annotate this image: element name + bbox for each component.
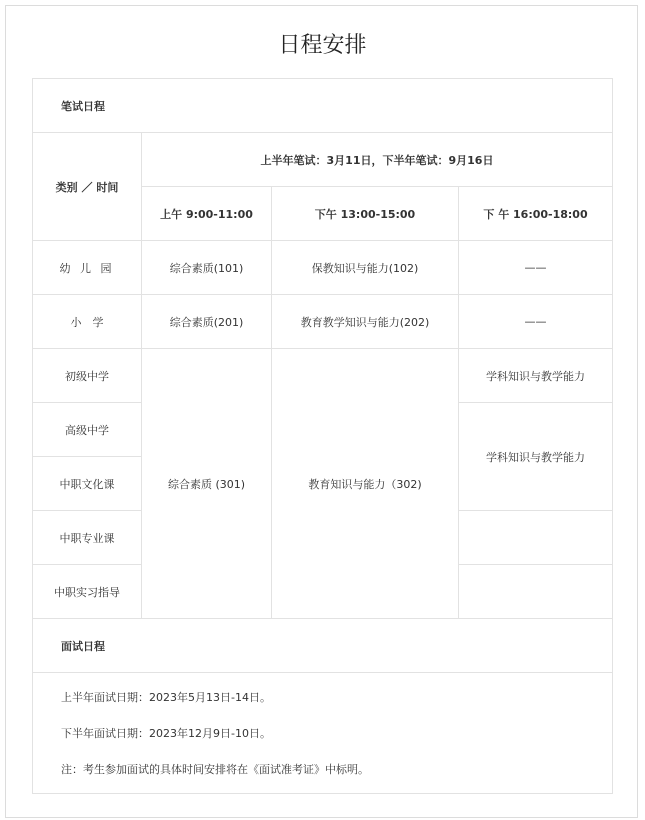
empty-cell (459, 565, 613, 619)
schedule-table (32, 78, 613, 794)
interview-notes (33, 673, 613, 794)
category-vocational-culture: 中职文化课 (33, 457, 142, 511)
page-title: 日程安排 (278, 33, 367, 58)
session-morning-header: 上午 9:00-11:00 (142, 187, 272, 241)
empty-cell (459, 511, 613, 565)
empty-dash-cell: —— (459, 295, 613, 349)
category-vocational-practice: 中职实习指导 (33, 565, 142, 619)
secondary-morning-subject: 综合素质 (301) (142, 349, 272, 619)
subject-cell: 教育教学知识与能力(202) (272, 295, 459, 349)
session-evening-header: 下 午 16:00-18:00 (459, 187, 613, 241)
table-row (33, 241, 613, 295)
subject-cell: 综合素质(101) (142, 241, 272, 295)
written-exam-label: 笔试日程 (33, 79, 613, 133)
exam-dates-header: 上半年笔试：3月11日，下半年笔试：9月16日 (142, 133, 613, 187)
written-exam-header-row (33, 79, 613, 133)
exam-dates-row (33, 133, 613, 187)
junior-evening-subject: 学科知识与教学能力 (459, 349, 613, 403)
empty-dash-cell: —— (459, 241, 613, 295)
category-primary: 小 学 (33, 295, 142, 349)
category-time-header: 类别 ／ 时间 (33, 133, 142, 241)
subject-cell: 保教知识与能力(102) (272, 241, 459, 295)
table-row (33, 349, 613, 403)
category-junior-high: 初级中学 (33, 349, 142, 403)
senior-evening-subject: 学科知识与教学能力 (459, 403, 613, 511)
interview-note: 注：考生参加面试的具体时间安排将在《面试准考证》中标明。 (61, 763, 369, 776)
category-senior-high: 高级中学 (33, 403, 142, 457)
category-kindergarten: 幼 儿 园 (33, 241, 142, 295)
category-vocational-professional: 中职专业课 (33, 511, 142, 565)
interview-first-half-date: 上半年面试日期：2023年5月13日-14日。 (61, 691, 271, 704)
interview-notes-row (33, 673, 613, 794)
secondary-afternoon-subject: 教育知识与能力（302) (272, 349, 459, 619)
interview-header-row (33, 619, 613, 673)
subject-cell: 综合素质(201) (142, 295, 272, 349)
interview-second-half-date: 下半年面试日期：2023年12月9日-10日。 (61, 727, 271, 740)
table-row (33, 295, 613, 349)
interview-label: 面试日程 (33, 619, 613, 673)
session-afternoon-header: 下午 13:00-15:00 (272, 187, 459, 241)
